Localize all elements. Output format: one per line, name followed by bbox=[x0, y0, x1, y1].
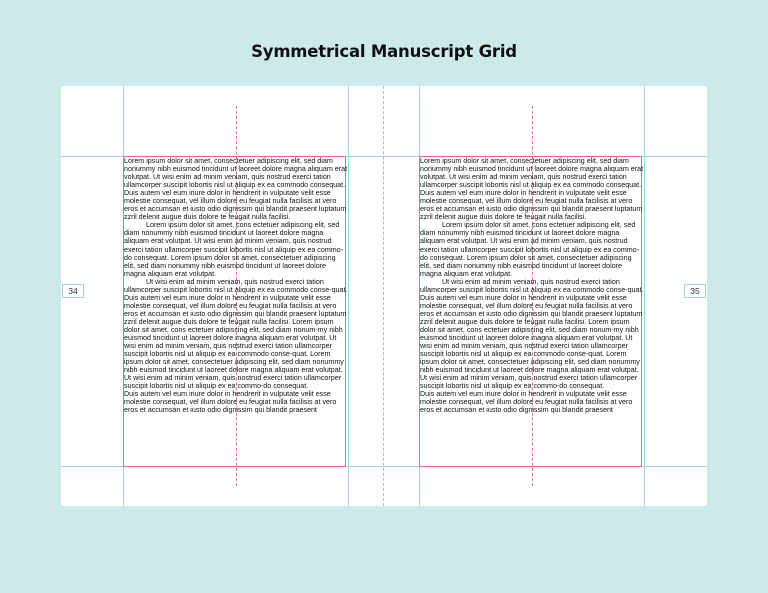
text-block bbox=[420, 157, 644, 467]
paragraph: Ut wisi enim ad minim veniam, quis nostrud exerci tation ullamcorper suscipit lobortis nisl ut aliquip ex ea commodo conse-quat. Duis autem vel eum iriure dolor in hendrerit in vulputate velit esse molestie consequat, vel illum dolore eu feugiat nulla facilisis at vero eros et accumsan et iusto odio dignissim qui blandit praesent luptatum zzril delenit augue duis dolore te feugait nulla facilisi. Lorem ipsum dolor sit amet, cons ectetuer adipiscing elit, sed diam nonum-my nibh euismod tincidunt ut laoreet dolore magna aliquam erat volutpat. Ut wisi enim ad minim veniam, quis nostrud exerci tation ullamcorper suscipit lobortis nisl ut aliquip ex ea commodo conse-quat. Lorem ipsum dolor sit amet, consectetuer adipiscing elit, sed diam nonummy nibh euismod tincidunt ut laoreet dolore magna aliquam erat volutpat. Ut wisi enim ad minim veniam, quis nostrud exerci tation ullamcorper suscipit lobortis nisl ut aliquip ex ea commo-do consequat. bbox=[420, 277, 644, 391]
diagram-title: Symmetrical Manuscript Grid bbox=[251, 42, 517, 61]
paragraph: Lorem ipsum dolor sit amet, consectetuer adipiscing elit, sed diam nonummy nibh euismod tincidunt ut laoreet dolore magna aliquam erat volutpat. Ut wisi enim ad minim veniam, quis nostrud exerci tation ullamcorper suscipit lobortis nisl ut aliquip ex ea commodo consequat. Duis autem vel eum iriure dolor in hendrerit in vulputate velit esse molestie consequat, vel illum dolore eu feugiat nulla facilisis at vero eros et accumsan et iusto odio dignissim qui blandit praesent luptatum zzril delenit augue duis dolore te feugait nulla facilisi. bbox=[420, 157, 644, 222]
folio-left: 34 bbox=[62, 284, 84, 298]
paragraph: Ut wisi enim ad minim veniam, quis nostrud exerci tation ullamcorper suscipit lobortis nisl ut aliquip ex ea commodo conse-quat. Duis autem vel eum iriure dolor in hendrerit in vulputate velit esse molestie consequat, vel illum dolore eu feugiat nulla facilisis at vero eros et accumsan et iusto odio dignissim qui blandit praesent luptatum zzril delenit augue duis dolore te feugait nulla facilisi. Lorem ipsum dolor sit amet, cons ectetuer adipiscing elit, sed diam nonum-my nibh euismod tincidunt ut laoreet dolore magna aliquam erat volutpat. Ut wisi enim ad minim veniam, quis nostrud exerci tation ullamcorper suscipit lobortis nisl ut aliquip ex ea commodo conse-quat. Lorem ipsum dolor sit amet, consectetuer adipiscing elit, sed diam nonummy nibh euismod tincidunt ut laoreet dolore magna aliquam erat volutpat. Ut wisi enim ad minim veniam, quis nostrud exerci tation ullamcorper suscipit lobortis nisl ut aliquip ex ea commo-do consequat. bbox=[124, 277, 348, 391]
paragraph: Lorem ipsum dolor sit amet, cons ectetuer adipiscing elit, sed diam nonummy nibh euismod tincidunt ut laoreet dolore magna aliquam erat volutpat. Ut wisi enim ad minim veniam, quis nostrud exerci tation ullamcorper suscipit lobortis nisl ut aliquip ex ea commo-do consequat. Lorem ipsum dolor sit amet, consectetuer adipiscing elit, sed diam nonummy nibh euismod tincidunt ut laoreet dolore magna aliquam erat volutpat. bbox=[420, 221, 640, 278]
paragraph: Duis autem vel eum iriure dolor in hendrerit in vulputate velit esse molestie consequat, vel illum dolore eu feugiat nulla facilisis at vero eros et accumsan et iusto odio dignissim qui blandit praesent bbox=[420, 390, 633, 415]
paragraph: Lorem ipsum dolor sit amet, cons ectetuer adipiscing elit, sed diam nonummy nibh euismod tincidunt ut laoreet dolore magna aliquam erat volutpat. Ut wisi enim ad minim veniam, quis nostrud exerci tation ullamcorper suscipit lobortis nisl ut aliquip ex ea commo-do consequat. Lorem ipsum dolor sit amet, consectetuer adipiscing elit, sed diam nonummy nibh euismod tincidunt ut laoreet dolore magna aliquam erat volutpat. bbox=[124, 221, 344, 278]
outer-margin-guide bbox=[644, 86, 645, 506]
left-page bbox=[61, 86, 384, 506]
inner-margin-guide bbox=[348, 86, 349, 506]
paragraph: Duis autem vel eum iriure dolor in hendrerit in vulputate velit esse molestie consequat, vel illum dolore eu feugiat nulla facilisis at vero eros et accumsan et iusto odio dignissim qui blandit praesent bbox=[124, 390, 337, 415]
paragraph: Lorem ipsum dolor sit amet, consectetuer adipiscing elit, sed diam nonummy nibh euismod tincidunt ut laoreet dolore magna aliquam erat volutpat. Ut wisi enim ad minim veniam, quis nostrud exerci tation ullamcorper suscipit lobortis nisl ut aliquip ex ea commodo consequat. Duis autem vel eum iriure dolor in hendrerit in vulputate velit esse molestie consequat, vel illum dolore eu feugiat nulla facilisis at vero eros et accumsan et iusto odio dignissim qui blandit praesent luptatum zzril delenit augue duis dolore te feugait nulla facilisi. bbox=[124, 157, 348, 222]
right-page bbox=[384, 86, 707, 506]
text-block bbox=[124, 157, 348, 467]
folio-right: 35 bbox=[684, 284, 706, 298]
